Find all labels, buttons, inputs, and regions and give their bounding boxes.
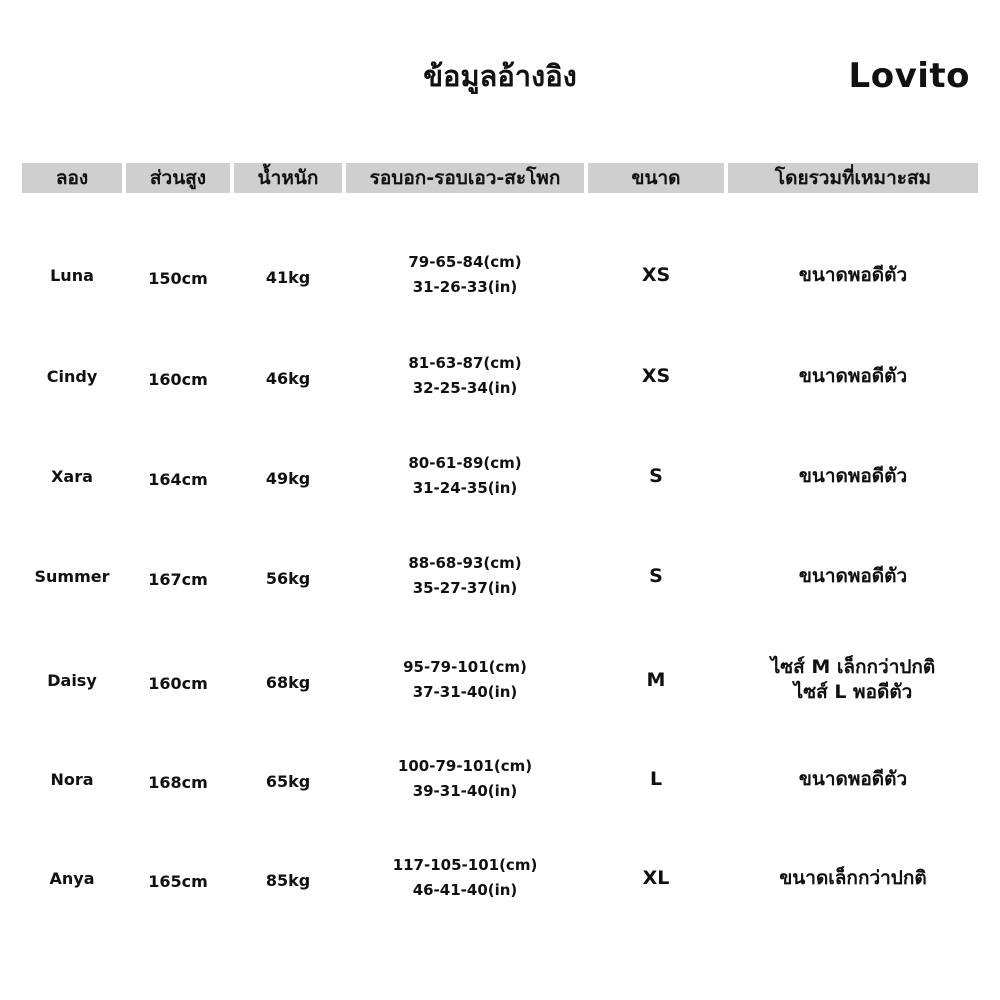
cell-weight: 68kg bbox=[265, 672, 311, 692]
cell-height: 165cm bbox=[148, 871, 208, 891]
fit-line: ขนาดพอดีตัว bbox=[798, 364, 908, 387]
column-header-measurements: รอบอก-รอบเอว-สะโพก bbox=[346, 163, 584, 193]
cell-height: 160cm bbox=[148, 673, 208, 693]
measurement-cm: 95-79-101(cm) bbox=[403, 658, 527, 676]
cell-size: M bbox=[646, 669, 666, 691]
cell-height: 164cm bbox=[148, 469, 208, 489]
cell-overall-fit bbox=[728, 346, 978, 406]
table-row bbox=[0, 446, 1000, 506]
cell-measurements bbox=[346, 546, 584, 606]
cell-model-name: Luna bbox=[50, 265, 94, 285]
cell-weight: 56kg bbox=[265, 568, 311, 588]
cell-measurements bbox=[346, 245, 584, 305]
table-row bbox=[0, 546, 1000, 606]
fit-line: ขนาดพอดีตัว bbox=[798, 564, 908, 587]
cell-height: 160cm bbox=[148, 369, 208, 389]
fit-line: ไซส์ M เล็กกว่าปกติ bbox=[770, 656, 936, 678]
measurement-in: 31-24-35(in) bbox=[412, 479, 518, 497]
column-header-weight: น้ำหนัก bbox=[234, 163, 342, 193]
cell-size: XS bbox=[641, 365, 671, 387]
measurement-cm: 81-63-87(cm) bbox=[408, 354, 522, 372]
column-header-size: ขนาด bbox=[588, 163, 724, 193]
measurement-cm: 117-105-101(cm) bbox=[392, 856, 538, 874]
cell-height: 167cm bbox=[148, 569, 208, 589]
cell-model-name: Anya bbox=[49, 868, 95, 888]
cell-measurements bbox=[346, 650, 584, 710]
measurement-cm: 79-65-84(cm) bbox=[408, 253, 522, 271]
cell-weight: 65kg bbox=[265, 771, 311, 791]
cell-measurements bbox=[346, 749, 584, 809]
cell-weight: 85kg bbox=[265, 870, 311, 890]
measurement-cm: 88-68-93(cm) bbox=[408, 554, 522, 572]
fit-line: ขนาดเล็กกว่าปกติ bbox=[779, 866, 927, 889]
measurement-in: 35-27-37(in) bbox=[412, 579, 518, 597]
cell-height: 150cm bbox=[148, 268, 208, 288]
cell-overall-fit bbox=[728, 749, 978, 809]
table-row bbox=[0, 245, 1000, 305]
cell-model-name: Summer bbox=[34, 566, 110, 586]
cell-size: XS bbox=[641, 264, 671, 286]
cell-weight: 46kg bbox=[265, 368, 311, 388]
fit-line: ขนาดพอดีตัว bbox=[798, 464, 908, 487]
cell-measurements bbox=[346, 848, 584, 908]
table-row bbox=[0, 749, 1000, 809]
cell-overall-fit bbox=[728, 650, 978, 710]
cell-model-name: Nora bbox=[50, 769, 94, 789]
fit-line: ขนาดพอดีตัว bbox=[798, 767, 908, 790]
measurement-in: 37-31-40(in) bbox=[412, 683, 518, 701]
measurement-in: 39-31-40(in) bbox=[412, 782, 518, 800]
column-header-model: ลอง bbox=[22, 163, 122, 193]
column-header-fit: โดยรวมที่เหมาะสม bbox=[728, 163, 978, 193]
measurement-in: 32-25-34(in) bbox=[412, 379, 518, 397]
cell-height: 168cm bbox=[148, 772, 208, 792]
cell-overall-fit bbox=[728, 446, 978, 506]
cell-model-name: Cindy bbox=[46, 366, 98, 386]
cell-measurements bbox=[346, 446, 584, 506]
cell-size: L bbox=[649, 768, 663, 790]
page-title: ข้อมูลอ้างอิง bbox=[423, 59, 577, 93]
cell-overall-fit bbox=[728, 848, 978, 908]
table-row bbox=[0, 650, 1000, 710]
measurement-in: 46-41-40(in) bbox=[412, 881, 518, 899]
table-row bbox=[0, 848, 1000, 908]
cell-size: S bbox=[649, 565, 663, 587]
column-header-height: ส่วนสูง bbox=[126, 163, 230, 193]
measurement-in: 31-26-33(in) bbox=[412, 278, 518, 296]
cell-model-name: Xara bbox=[51, 466, 93, 486]
cell-size: S bbox=[649, 465, 663, 487]
cell-weight: 49kg bbox=[265, 468, 311, 488]
brand-logo: Lovito bbox=[848, 56, 970, 96]
cell-overall-fit bbox=[728, 245, 978, 305]
cell-weight: 41kg bbox=[265, 267, 311, 287]
fit-line: ไซส์ L พอดีตัว bbox=[793, 681, 913, 703]
measurement-cm: 100-79-101(cm) bbox=[397, 757, 533, 775]
cell-size: XL bbox=[642, 867, 670, 889]
measurement-cm: 80-61-89(cm) bbox=[408, 454, 522, 472]
fit-line: ขนาดพอดีตัว bbox=[798, 263, 908, 286]
cell-overall-fit bbox=[728, 546, 978, 606]
cell-measurements bbox=[346, 346, 584, 406]
cell-model-name: Daisy bbox=[47, 670, 97, 690]
table-row bbox=[0, 346, 1000, 406]
